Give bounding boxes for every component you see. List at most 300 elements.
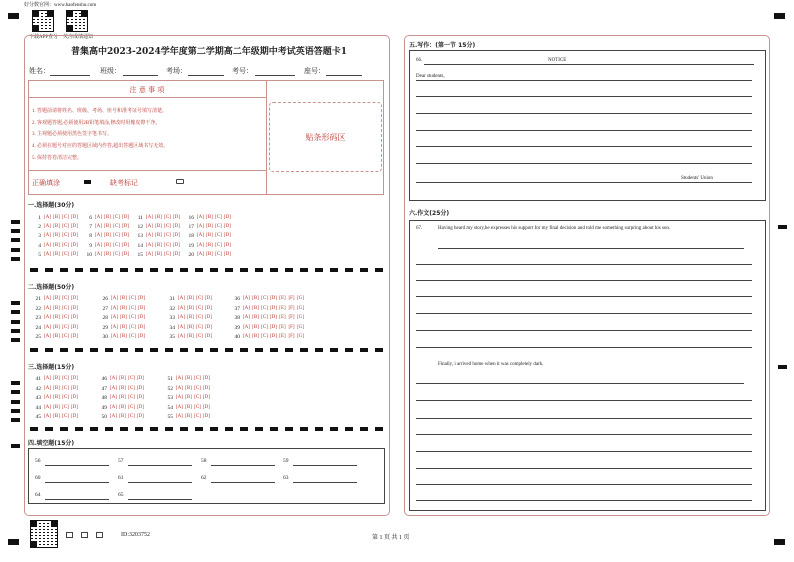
option-bubble[interactable]: [D] [224, 224, 231, 230]
option-bubble[interactable]: [B] [187, 296, 194, 301]
option-bubble[interactable]: [D] [138, 324, 145, 330]
question-number: 29 [102, 324, 108, 331]
option-bubble[interactable]: [A] [243, 324, 250, 330]
option-bubble[interactable]: [A] [176, 404, 183, 410]
option-bubble[interactable]: [B] [53, 242, 60, 248]
option-bubble[interactable]: [B] [53, 315, 60, 320]
option-bubble[interactable]: [C] [113, 233, 120, 239]
blank-line[interactable] [45, 482, 109, 483]
option-bubble[interactable]: [B] [104, 215, 111, 220]
option-bubble[interactable]: [A] [95, 215, 102, 220]
option-bubble[interactable]: [D] [122, 242, 129, 248]
option-bubble[interactable]: [A] [44, 315, 51, 320]
timing-dash [150, 268, 158, 272]
option-bubble[interactable]: [A] [178, 305, 185, 311]
option-bubble[interactable]: [D] [224, 215, 231, 220]
option-bubble[interactable]: [D] [71, 305, 78, 311]
option-bubble[interactable]: [C] [194, 385, 201, 391]
option-bubble[interactable]: [D] [138, 315, 145, 320]
option-bubble[interactable]: [D] [203, 385, 210, 391]
option-bubble[interactable]: [A] [95, 251, 102, 257]
option-bubble[interactable]: [B] [53, 376, 60, 381]
option-bubble[interactable]: [D] [137, 385, 144, 391]
option-bubble[interactable]: [B] [53, 334, 60, 339]
option-bubble[interactable]: [D] [205, 334, 212, 339]
option-bubble[interactable]: [B] [252, 305, 259, 311]
option-bubble[interactable]: [C] [128, 404, 135, 410]
option-bubble[interactable]: [B] [252, 324, 259, 330]
option-bubble[interactable]: [D] [137, 395, 144, 400]
option-bubble[interactable]: [A] [110, 376, 117, 381]
option-bubble[interactable]: [C] [194, 395, 201, 400]
writing-line[interactable] [416, 347, 752, 348]
option-bubble[interactable]: [C] [129, 315, 136, 320]
writing-line[interactable] [416, 418, 752, 419]
blank-line[interactable] [128, 482, 192, 483]
seat-number-field[interactable] [326, 75, 362, 76]
timing-dash [30, 427, 38, 431]
option-bubble[interactable]: [B] [185, 376, 192, 381]
option-bubble[interactable]: [C] [196, 324, 203, 330]
question-number: 30 [102, 334, 108, 340]
writing-line[interactable] [416, 80, 752, 81]
option-bubble[interactable]: [A] [95, 224, 102, 230]
option-bubble[interactable]: [D] [138, 296, 145, 301]
writing-line[interactable] [416, 500, 752, 501]
option-bubble[interactable]: [A] [146, 215, 153, 220]
writing-line[interactable] [416, 163, 752, 164]
option-bubble[interactable]: [D] [224, 233, 231, 239]
option-bubble[interactable]: [B] [104, 242, 111, 248]
option-bubble[interactable]: [D] [122, 251, 129, 257]
writing-line[interactable] [416, 113, 752, 114]
timing-mark [11, 257, 20, 261]
class-field[interactable] [123, 75, 158, 76]
option-bubble[interactable]: [A] [111, 334, 118, 339]
option-bubble[interactable]: [A] [44, 305, 51, 311]
option-bubble[interactable]: [F] [288, 315, 295, 320]
option-bubble[interactable]: [B] [119, 404, 126, 410]
writing-line[interactable] [416, 484, 752, 485]
option-bubble[interactable]: [D] [71, 376, 78, 381]
option-bubble[interactable]: [D] [137, 414, 144, 419]
option-bubble[interactable]: [C] [261, 334, 268, 339]
option-bubble[interactable]: [B] [53, 414, 60, 419]
option-bubble[interactable]: [D] [270, 296, 277, 301]
option-bubble[interactable]: [C] [113, 215, 120, 220]
option-bubble[interactable]: [C] [62, 224, 69, 230]
option-bubble[interactable]: [C] [62, 233, 69, 239]
writing-line[interactable] [416, 434, 752, 435]
option-bubble[interactable]: [B] [53, 305, 60, 311]
option-bubble[interactable]: [A] [176, 414, 183, 419]
option-bubble[interactable]: [D] [270, 334, 277, 339]
blank-line[interactable] [45, 499, 109, 500]
option-bubble[interactable]: [D] [71, 324, 78, 330]
option-bubble[interactable]: [A] [111, 315, 118, 320]
option-bubble[interactable]: [D] [203, 404, 210, 410]
option-bubble[interactable]: [A] [178, 315, 185, 320]
option-bubble[interactable]: [C] [62, 385, 69, 391]
option-bubble[interactable]: [A] [178, 296, 185, 301]
option-bubble[interactable]: [D] [71, 242, 78, 248]
option-bubble[interactable]: [C] [215, 251, 222, 257]
option-bubble[interactable]: [C] [164, 215, 171, 220]
option-bubble[interactable]: [D] [71, 334, 78, 339]
option-bubble[interactable]: [B] [252, 296, 259, 301]
option-bubble[interactable]: [D] [224, 242, 231, 248]
option-bubble[interactable]: [C] [196, 305, 203, 311]
option-bubble[interactable]: [D] [71, 315, 78, 320]
option-bubble[interactable]: [D] [71, 296, 78, 301]
option-bubble[interactable]: [C] [164, 233, 171, 239]
option-bubble[interactable]: [C] [215, 233, 222, 239]
option-bubble[interactable]: [A] [44, 404, 51, 410]
option-bubble[interactable]: [E] [279, 296, 286, 301]
option-bubble[interactable]: [D] [203, 395, 210, 400]
option-bubble[interactable]: [A] [110, 414, 117, 419]
question-number: 2 [38, 224, 41, 231]
option-bubble[interactable]: [B] [104, 233, 111, 239]
option-bubble[interactable]: [A] [44, 414, 51, 419]
option-bubble[interactable]: [B] [119, 376, 126, 381]
exam-room-field[interactable] [188, 75, 224, 76]
option-bubble[interactable]: [C] [113, 224, 120, 230]
option-bubble[interactable]: [B] [206, 224, 213, 230]
option-bubble[interactable]: [B] [206, 233, 213, 239]
writing-1-line[interactable] [424, 64, 754, 65]
option-bubble[interactable]: [D] [270, 315, 277, 320]
blank-line[interactable] [293, 465, 357, 466]
option-bubble[interactable]: [B] [206, 251, 213, 257]
question-number: 21 [35, 296, 41, 302]
timing-mark [778, 225, 787, 229]
option-bubble[interactable]: [C] [62, 376, 69, 381]
question-row [83, 243, 130, 249]
option-bubble[interactable]: [A] [197, 215, 204, 220]
option-bubble[interactable]: [D] [122, 224, 129, 230]
option-bubble[interactable]: [A] [176, 385, 183, 391]
option-bubble[interactable]: [B] [155, 233, 162, 239]
option-bubble[interactable]: [C] [194, 414, 201, 419]
option-bubble[interactable]: [D] [71, 395, 78, 400]
option-bubble[interactable]: [B] [53, 395, 60, 400]
option-bubble[interactable]: [B] [53, 404, 60, 410]
footer-box-2 [81, 532, 88, 538]
option-bubble[interactable]: [E] [279, 315, 286, 320]
option-bubble[interactable]: [C] [129, 296, 136, 301]
option-bubble[interactable]: [C] [62, 395, 69, 400]
option-bubble[interactable]: [C] [113, 242, 120, 248]
option-bubble[interactable]: [B] [53, 296, 60, 301]
option-bubble[interactable]: [D] [173, 242, 180, 248]
writing-line[interactable] [416, 451, 752, 452]
option-bubble[interactable]: [A] [95, 233, 102, 239]
name-field[interactable] [50, 75, 90, 76]
option-bubble[interactable]: [D] [203, 376, 210, 381]
option-bubble[interactable]: [A] [197, 242, 204, 248]
option-bubble[interactable]: [D] [71, 414, 78, 419]
option-bubble[interactable]: [B] [119, 385, 126, 391]
option-bubble[interactable]: [D] [203, 414, 210, 419]
option-bubble[interactable]: [C] [164, 242, 171, 248]
option-bubble[interactable]: [B] [155, 251, 162, 257]
writing-line[interactable] [416, 146, 752, 147]
option-bubble[interactable]: [D] [270, 324, 277, 330]
option-bubble[interactable]: [C] [113, 251, 120, 257]
website-link[interactable]: 好分数官网：www.haofenshu.com [24, 3, 97, 8]
option-bubble[interactable]: [A] [197, 233, 204, 239]
option-bubble[interactable]: [A] [44, 224, 51, 230]
option-bubble[interactable]: [F] [288, 305, 295, 311]
option-bubble[interactable]: [B] [206, 215, 213, 220]
option-bubble[interactable]: [D] [71, 385, 78, 391]
option-bubble[interactable]: [A] [95, 242, 102, 248]
option-bubble[interactable]: [A] [44, 242, 51, 248]
option-bubble[interactable]: [D] [205, 305, 212, 311]
option-bubble[interactable]: [B] [104, 224, 111, 230]
writing-line[interactable] [416, 280, 752, 281]
option-bubble[interactable]: [C] [129, 324, 136, 330]
option-bubble[interactable]: [G] [297, 296, 304, 301]
option-bubble[interactable]: [D] [71, 224, 78, 230]
option-bubble[interactable]: [D] [138, 305, 145, 311]
writing-line[interactable] [416, 264, 752, 265]
writing-line[interactable] [416, 400, 752, 401]
option-bubble[interactable]: [D] [270, 305, 277, 311]
option-bubble[interactable]: [B] [187, 315, 194, 320]
option-bubble[interactable]: [C] [128, 414, 135, 419]
option-bubble[interactable]: [G] [297, 324, 304, 330]
option-bubble[interactable]: [D] [224, 251, 231, 257]
writing-line[interactable] [416, 182, 752, 183]
option-bubble[interactable]: [C] [128, 385, 135, 391]
option-bubble[interactable]: [A] [197, 224, 204, 230]
timing-dash [210, 268, 218, 272]
blank-line[interactable] [128, 499, 192, 500]
blank-line[interactable] [211, 465, 275, 466]
option-bubble[interactable]: [B] [185, 414, 192, 419]
option-bubble[interactable]: [C] [261, 324, 268, 330]
option-bubble[interactable]: [C] [164, 251, 171, 257]
option-bubble[interactable]: [D] [205, 315, 212, 320]
option-bubble[interactable]: [E] [279, 324, 286, 330]
option-bubble[interactable]: [C] [62, 242, 69, 248]
question-row [83, 224, 130, 230]
option-bubble[interactable]: [C] [129, 305, 136, 311]
writing-line[interactable] [416, 96, 752, 97]
option-bubble[interactable]: [C] [62, 334, 69, 339]
writing-line[interactable] [416, 296, 752, 297]
option-bubble[interactable]: [C] [261, 315, 268, 320]
option-bubble[interactable]: [A] [111, 296, 118, 301]
option-bubble[interactable]: [D] [205, 324, 212, 330]
option-bubble[interactable]: [D] [137, 404, 144, 410]
option-bubble[interactable]: [B] [53, 324, 60, 330]
absent-mark-checkbox[interactable] [176, 179, 184, 184]
corner-mark [8, 13, 19, 19]
option-bubble[interactable]: [B] [53, 233, 60, 239]
option-bubble[interactable]: [A] [44, 296, 51, 301]
writing-line[interactable] [438, 248, 744, 249]
timing-dash [135, 348, 143, 352]
writing-line[interactable] [416, 130, 752, 131]
option-bubble[interactable]: [G] [297, 334, 304, 339]
option-bubble[interactable]: [B] [120, 305, 127, 311]
option-bubble[interactable]: [A] [44, 395, 51, 400]
correct-fill-sample-icon [84, 180, 91, 184]
option-bubble[interactable]: [C] [62, 404, 69, 410]
option-bubble[interactable]: [A] [243, 296, 250, 301]
question-number: 39 [234, 324, 240, 331]
option-bubble[interactable]: [A] [111, 324, 118, 330]
option-bubble[interactable]: [A] [146, 233, 153, 239]
option-bubble[interactable]: [F] [288, 324, 295, 330]
option-bubble[interactable]: [A] [44, 376, 51, 381]
option-bubble[interactable]: [D] [173, 233, 180, 239]
blank-line[interactable] [293, 482, 357, 483]
option-bubble[interactable]: [A] [111, 305, 118, 311]
option-bubble[interactable]: [B] [104, 251, 111, 257]
option-bubble[interactable]: [C] [196, 296, 203, 301]
option-bubble[interactable]: [B] [120, 324, 127, 330]
option-bubble[interactable]: [C] [215, 224, 222, 230]
option-bubble[interactable]: [B] [53, 251, 60, 257]
option-bubble[interactable]: [C] [194, 376, 201, 381]
timing-dash [210, 427, 218, 431]
option-bubble[interactable]: [D] [173, 215, 180, 220]
option-bubble[interactable]: [E] [279, 305, 286, 311]
option-bubble[interactable]: [D] [138, 334, 145, 339]
option-bubble[interactable]: [A] [44, 251, 51, 257]
option-bubble[interactable]: [D] [205, 296, 212, 301]
option-bubble[interactable]: [A] [44, 385, 51, 391]
exam-number-field[interactable] [255, 75, 295, 76]
option-bubble[interactable]: [C] [128, 376, 135, 381]
option-bubble[interactable]: [B] [187, 324, 194, 330]
option-bubble[interactable]: [B] [185, 404, 192, 410]
option-bubble[interactable]: [C] [261, 296, 268, 301]
option-bubble[interactable]: [A] [110, 395, 117, 400]
option-bubble[interactable]: [C] [62, 215, 69, 220]
option-bubble[interactable]: [A] [110, 385, 117, 391]
timing-dash [255, 268, 263, 272]
option-bubble[interactable]: [A] [176, 376, 183, 381]
option-bubble[interactable]: [C] [261, 305, 268, 311]
blank-number: 61 [118, 475, 124, 481]
option-bubble[interactable]: [A] [176, 395, 183, 400]
option-bubble[interactable]: [A] [44, 324, 51, 330]
option-bubble[interactable]: [B] [120, 296, 127, 301]
writing-line[interactable] [416, 330, 752, 331]
option-bubble[interactable]: [A] [178, 334, 185, 339]
option-bubble[interactable]: [B] [155, 215, 162, 220]
option-bubble[interactable]: [B] [53, 215, 60, 220]
option-bubble[interactable]: [B] [53, 224, 60, 230]
option-bubble[interactable]: [E] [279, 334, 286, 339]
timing-mark [11, 248, 20, 252]
option-bubble[interactable]: [C] [62, 296, 69, 301]
option-bubble[interactable]: [A] [243, 305, 250, 311]
blank-line[interactable] [45, 465, 109, 466]
option-bubble[interactable]: [B] [187, 334, 194, 339]
option-bubble[interactable]: [B] [185, 385, 192, 391]
option-bubble[interactable]: [C] [215, 215, 222, 220]
option-bubble[interactable]: [B] [185, 395, 192, 400]
option-bubble[interactable]: [B] [252, 315, 259, 320]
option-bubble[interactable]: [D] [71, 215, 78, 220]
option-bubble[interactable]: [C] [194, 404, 201, 410]
option-bubble[interactable]: [C] [62, 251, 69, 257]
option-bubble[interactable]: [C] [128, 395, 135, 400]
option-bubble[interactable]: [D] [173, 224, 180, 230]
question-number: 51 [167, 376, 173, 382]
option-bubble[interactable]: [A] [44, 233, 51, 239]
writing-line[interactable] [416, 468, 752, 469]
option-bubble[interactable]: [B] [120, 315, 127, 320]
blank-line[interactable] [128, 465, 192, 466]
option-bubble[interactable]: [F] [288, 296, 295, 301]
option-bubble[interactable]: [B] [155, 224, 162, 230]
option-bubble[interactable]: [A] [178, 324, 185, 330]
writing-line[interactable] [416, 383, 744, 384]
option-bubble[interactable]: [D] [71, 251, 78, 257]
option-bubble[interactable]: [A] [146, 224, 153, 230]
option-bubble[interactable]: [A] [243, 315, 250, 320]
option-bubble[interactable]: [B] [53, 385, 60, 391]
option-bubble[interactable]: [A] [243, 334, 250, 339]
option-bubble[interactable]: [F] [288, 334, 295, 339]
option-bubble[interactable]: [C] [62, 324, 69, 330]
option-bubble[interactable]: [D] [122, 215, 129, 220]
option-bubble[interactable]: [D] [122, 233, 129, 239]
option-bubble[interactable]: [A] [44, 334, 51, 339]
option-bubble[interactable]: [D] [71, 233, 78, 239]
option-bubble[interactable]: [B] [119, 395, 126, 400]
option-bubble[interactable]: [A] [146, 251, 153, 257]
option-bubble[interactable]: [D] [71, 404, 78, 410]
option-bubble[interactable]: [B] [155, 242, 162, 248]
option-bubble[interactable]: [B] [206, 242, 213, 248]
blank-line[interactable] [211, 482, 275, 483]
question-row [185, 224, 232, 230]
option-bubble[interactable]: [C] [215, 242, 222, 248]
option-bubble[interactable]: [B] [187, 305, 194, 311]
option-bubble[interactable]: [B] [120, 334, 127, 339]
notice-item-2: 2. 客观题答题,必须使用2B铅笔填涂,修改时用橡皮擦干净。 [32, 121, 161, 126]
option-bubble[interactable]: [G] [297, 315, 304, 320]
timing-mark [11, 310, 20, 314]
option-bubble[interactable]: [A] [197, 251, 204, 257]
writing-line[interactable] [416, 313, 752, 314]
option-bubble[interactable]: [C] [62, 315, 69, 320]
option-bubble[interactable]: [D] [137, 376, 144, 381]
option-bubble[interactable]: [C] [62, 414, 69, 419]
timing-dash [195, 348, 203, 352]
option-bubble[interactable]: [C] [196, 334, 203, 339]
option-bubble[interactable]: [A] [146, 242, 153, 248]
option-bubble[interactable]: [B] [119, 414, 126, 419]
option-bubble[interactable]: [B] [252, 334, 259, 339]
option-bubble[interactable]: [G] [297, 305, 304, 311]
option-bubble[interactable]: [C] [62, 305, 69, 311]
option-bubble[interactable]: [A] [110, 404, 117, 410]
option-bubble[interactable]: [C] [164, 224, 171, 230]
option-bubble[interactable]: [A] [44, 215, 51, 220]
option-bubble[interactable]: [D] [173, 251, 180, 257]
option-bubble[interactable]: [C] [129, 334, 136, 339]
option-bubble[interactable]: [C] [196, 315, 203, 320]
